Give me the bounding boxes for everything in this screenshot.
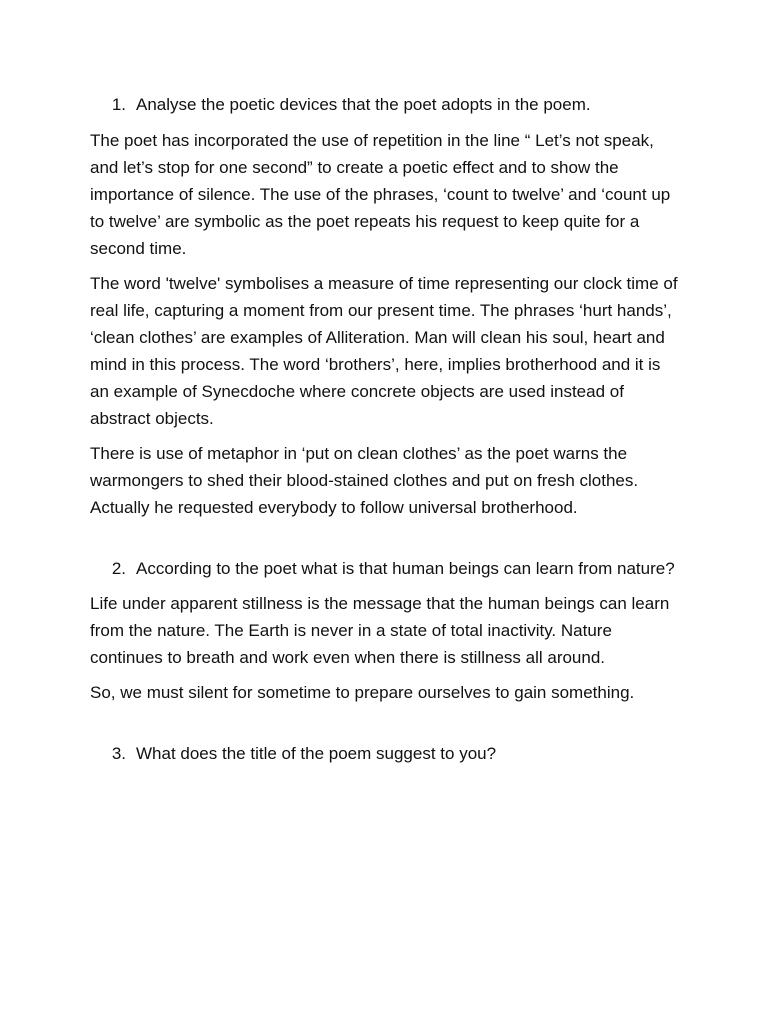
answer-paragraph: So, we must silent for sometime to prepare ourselves to gain something. <box>90 683 635 702</box>
question-text: According to the poet what is that human beings can learn from nature? <box>136 558 675 578</box>
question-number: 2. <box>111 558 126 578</box>
spacer <box>90 714 678 741</box>
question-number: 1. <box>111 95 126 114</box>
answer-paragraph: There is use of metaphor in ‘put on clean clothes’ as the poet warns the warmongers to shed their blood-stained clothes and put on fresh clothes. Actually he requested everybody to follow universal brotherhood. <box>90 443 639 517</box>
question-text: Analyse the poetic devices that the poet adopts in the poem. <box>136 95 591 114</box>
question-number: 3. <box>111 744 126 763</box>
question-3 <box>90 741 678 768</box>
answer-paragraph: The poet has incorporated the use of repetition in the line “ Let’s not speak, and let’s stop for one second” to create a poetic effect and to show the importance of silence. The use of the phrases, ‘count to twelve’ and ‘count up to twelve’ are symbolic as the poet repeats his request to keep quite for a second time. <box>90 130 671 258</box>
spacer <box>90 529 678 556</box>
question-text: What does the title of the poem suggest to you? <box>136 744 497 763</box>
question-2 <box>90 556 678 583</box>
answer-paragraph: Life under apparent stillness is the message that the human beings can learn from the nature. The Earth is never in a state of total inactivity. Nature continues to breath and work even when there is stillness all around. <box>90 594 670 667</box>
answer-paragraph: The word 'twelve' symbolises a measure of time representing our clock time of real life, capturing a moment from our present time. The phrases ‘hurt hands’, ‘clean clothes’ are examples of Alliteration. Man will clean his soul, heart and mind in this process. The word ‘brothers’, here, implies brotherhood and it is an example of Synecdoche where concrete objects are used instead of abstract objects. <box>90 273 678 428</box>
question-1 <box>90 92 678 119</box>
